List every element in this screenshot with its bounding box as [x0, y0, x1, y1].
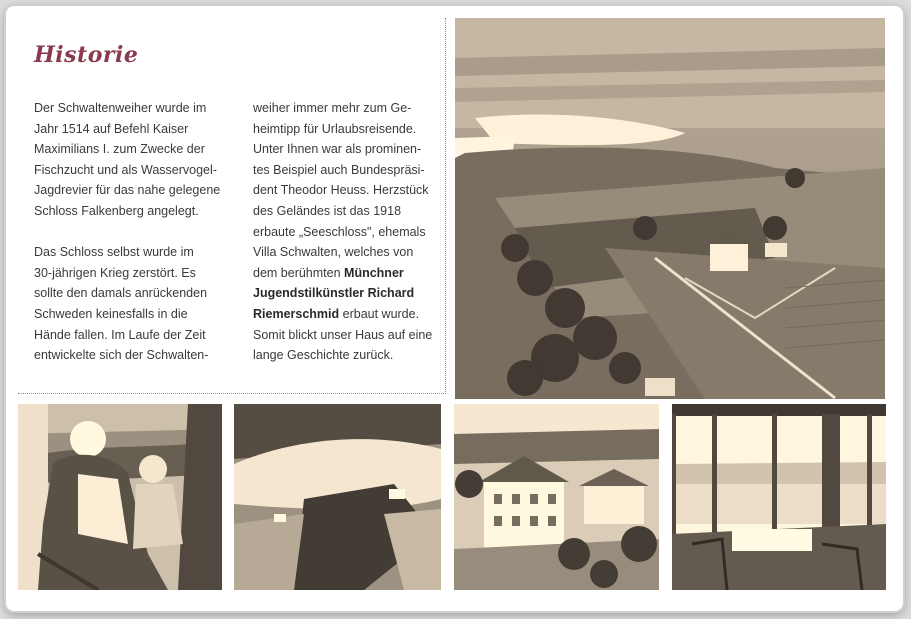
paragraph-1: [34, 98, 230, 222]
text-line: Maximilians I. zum Zwecke der: [34, 142, 205, 157]
text-line: Der Schwaltenweiher wurde im: [34, 101, 207, 115]
text-line: tes Beispiel auch Bundespräsi-: [253, 162, 425, 177]
text-line: lange Geschichte zurück.: [253, 348, 394, 363]
paragraph-3: [253, 98, 449, 366]
portrait-photo: [18, 404, 222, 590]
text-line: dent Theodor Heuss. Herzstück: [253, 183, 429, 198]
history-text-panel: [18, 18, 446, 394]
text-line: heimtipp für Urlaubsreisende.: [253, 121, 417, 136]
text-line: Unter Ihnen war als prominen-: [253, 142, 422, 157]
text-line: erbaute „Seeschloss", ehemals: [253, 224, 426, 239]
artist-name-bold: Riemerschmid: [253, 306, 340, 321]
text-line: Hände fallen. Im Laufe der Zeit: [34, 327, 206, 342]
lake-photo: [234, 404, 441, 590]
text-line: Somit blickt unser Haus auf eine: [253, 327, 433, 342]
text-line: Schweden keinesfalls in die: [34, 306, 188, 321]
text-line: Schloss Falkenberg angelegt.: [34, 203, 199, 218]
text-line: 30-jährigen Krieg zerstört. Es: [34, 265, 196, 280]
artist-name-bold: Jugendstilkünstler Richard: [253, 286, 415, 301]
villa-photo: [454, 404, 659, 590]
artist-name-bold: Münchner: [344, 265, 404, 280]
text-line: Villa Schwalten, welches von: [253, 245, 414, 260]
text-line: entwickelte sich der Schwalten-: [34, 348, 209, 363]
text-line: Das Schloss selbst wurde im: [34, 245, 194, 260]
text-line: Fischzucht und als Wasservogel-: [34, 162, 217, 177]
page-frame: [6, 6, 903, 611]
text-line: erbaut wurde.: [339, 306, 420, 321]
text-column-left: [34, 98, 230, 366]
text-line: sollte den damals anrückenden: [34, 286, 208, 301]
text-line: weiher immer mehr zum Ge-: [253, 101, 412, 115]
text-line: des Geländes ist das 1918: [253, 203, 402, 218]
page-title: Historie: [34, 42, 139, 68]
veranda-photo: [672, 404, 886, 590]
text-line: dem berühmten: [253, 265, 345, 280]
text-line: Jagdrevier für das nahe gelegene: [34, 183, 221, 198]
aerial-photo: [455, 18, 885, 399]
text-line: Jahr 1514 auf Befehl Kaiser: [34, 121, 189, 136]
text-column-right: [253, 98, 449, 366]
paragraph-2: [34, 242, 230, 366]
